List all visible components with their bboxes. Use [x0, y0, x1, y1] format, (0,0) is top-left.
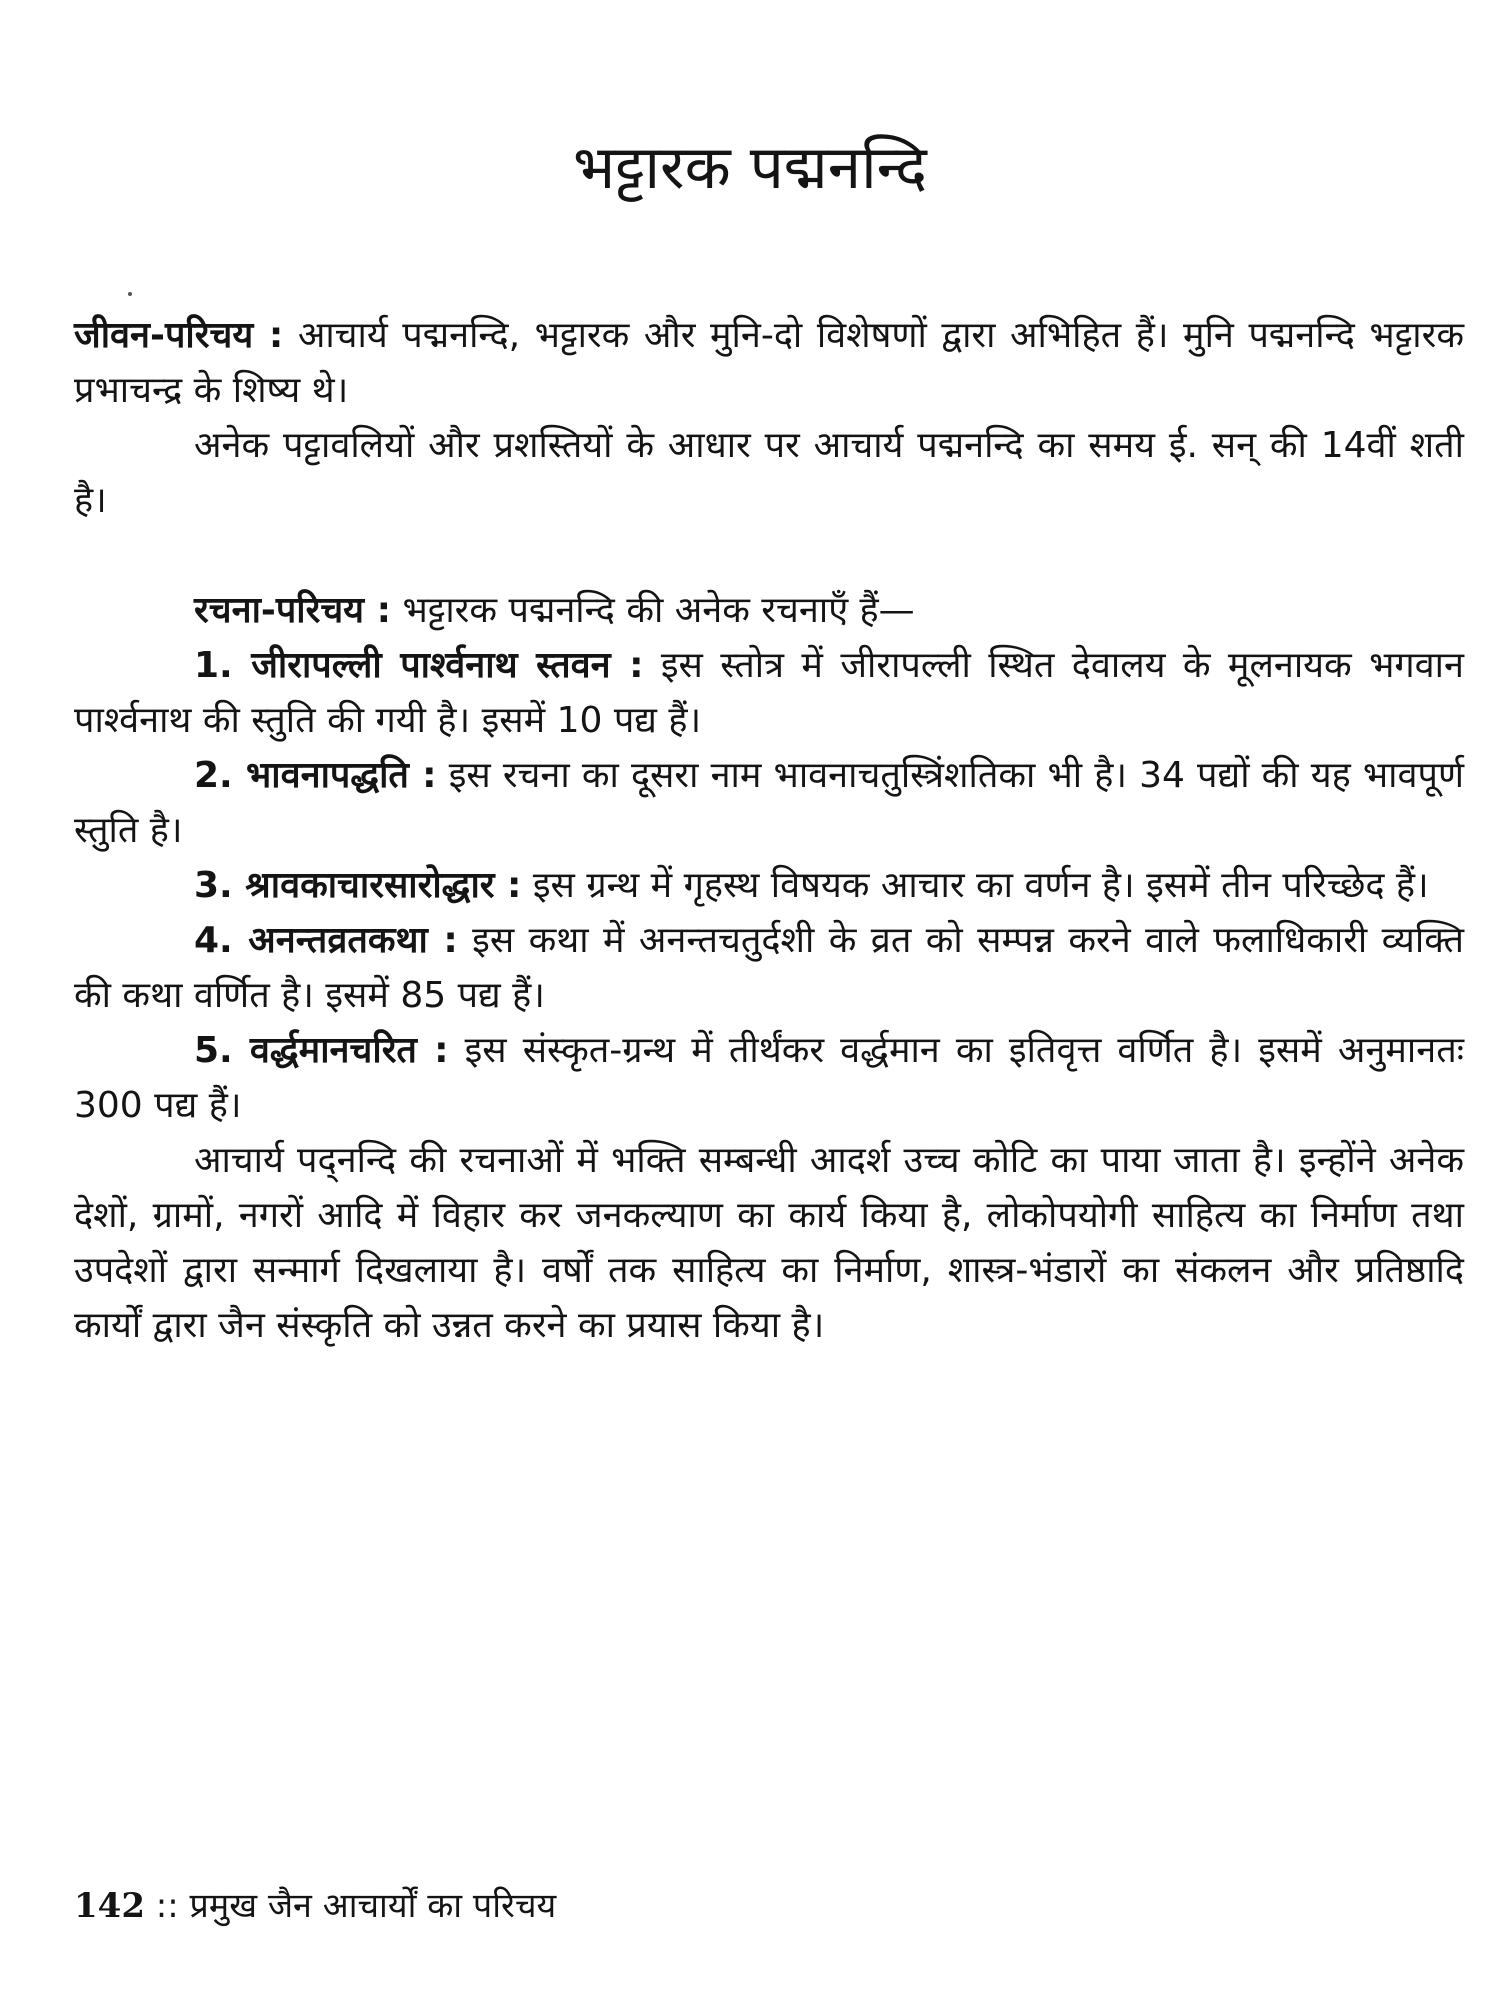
work-item-name: 3. श्रावकाचारसारोद्धार :	[194, 865, 522, 906]
work-item-text: इस स्तोत्र में जीरापल्ली स्थित देवालय के मूलनायक भगवान पार्श्वनाथ की स्तुति की गयी है। इसमें 10 पद्य हैं।	[74, 645, 1464, 741]
life-text: आचार्य पद्मनन्दि, भट्टारक और मुनि-दो विशेषणों द्वारा अभिहित हैं। मुनि पद्मनन्दि भट्टारक प्रभाचन्द्र के शिष्य थे।	[74, 315, 1465, 411]
page-footer	[74, 1882, 556, 1930]
work-item	[74, 913, 1464, 1023]
works-heading: रचना-परिचय :	[194, 590, 391, 631]
work-item-text: इस कथा में अनन्तचतुर्दशी के व्रत को सम्पन्न करने वाले फलाधिकारी व्यक्ति की कथा वर्णित है। इसमें 85 पद्य हैं।	[74, 920, 1465, 1016]
work-item-name: 4. अनन्तव्रतकथा :	[194, 920, 458, 961]
work-item	[74, 638, 1464, 748]
work-item	[74, 1023, 1464, 1133]
work-item-text: इस रचना का दूसरा नाम भावनाचतुस्त्रिंशतिका भी है। 34 पद्यों की यह भावपूर्ण स्तुति है।	[74, 755, 1464, 851]
print-speck	[128, 292, 132, 296]
work-item-text: इस ग्रन्थ में गृहस्थ विषयक आचार का वर्णन है। इसमें तीन परिच्छेद हैं।	[521, 865, 1429, 906]
life-heading: जीवन-परिचय :	[74, 315, 284, 356]
work-item-name: 1. जीरापल्ली पार्श्वनाथ स्तवन :	[194, 645, 644, 686]
work-item-name: 5. वर्द्धमानचरित :	[194, 1030, 449, 1071]
book-title: प्रमुख जैन आचार्यों का परिचय	[189, 1886, 557, 1926]
works-intro: भट्टारक पद्मनन्दि की अनेक रचनाएँ हैं—	[391, 590, 915, 631]
footer-separator: ::	[144, 1886, 190, 1926]
closing-paragraph: आचार्य पद्नन्दि की रचनाओं में भक्ति सम्बन्धी आदर्श उच्च कोटि का पाया जाता है। इन्होंने अनेक देशों, ग्रामों, नगरों आदि में विहार कर जनकल्याण का कार्य किया है, लोकोपयोगी साहित्य का निर्माण तथा उपदेशों द्वारा सन्मार्ग दिखलाया है। वर्षों तक साहित्य का निर्माण, शास्त्र-भंडारों का संकलन और प्रतिष्ठादि कार्यों द्वारा जैन संस्कृति को उन्नत करने का प्रयास किया है।	[74, 1140, 1464, 1346]
page-body	[74, 308, 1464, 1353]
works-intro-paragraph	[74, 583, 1464, 638]
work-item-text: इस संस्कृत-ग्रन्थ में तीर्थंकर वर्द्धमान का इतिवृत्त वर्णित है। इसमें अनुमानतः 300 पद्य हैं।	[74, 1030, 1464, 1126]
work-item	[74, 748, 1464, 858]
page-title: भट्टारक पद्मनन्दि	[572, 133, 928, 203]
life-paragraph-2: अनेक पट्टावलियों और प्रशस्तियों के आधार पर आचार्य पद्मनन्दि का समय ई. सन् की 14वीं शती है।	[74, 425, 1464, 521]
page-number: 142	[74, 1886, 145, 1926]
life-paragraph	[74, 308, 1464, 418]
work-item-name: 2. भावनापद्धति :	[194, 755, 437, 796]
work-item	[74, 858, 1464, 913]
